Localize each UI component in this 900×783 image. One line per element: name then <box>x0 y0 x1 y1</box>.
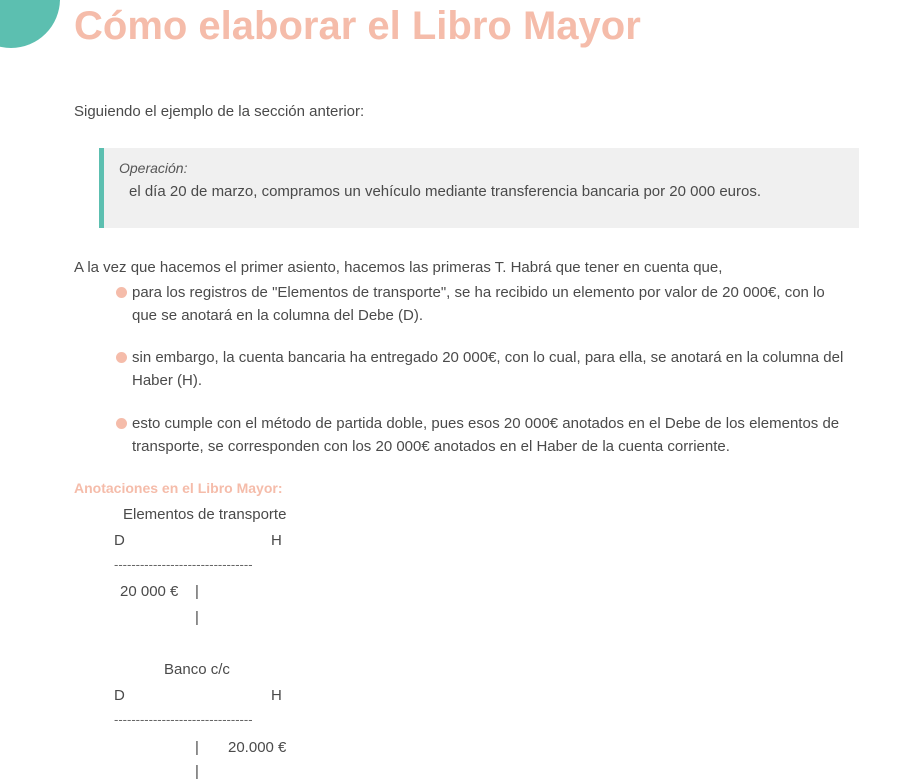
ledger-section-title: Anotaciones en el Libro Mayor: <box>74 480 283 496</box>
list-item-line: transporte, se corresponden con los 20 000€ anotados en el Haber de la cuenta corriente. <box>132 438 730 455</box>
debit-value: 20 000 € <box>120 583 179 600</box>
credit-label: H <box>271 532 282 549</box>
credit-label: H <box>271 687 282 704</box>
lead-paragraph: A la vez que hacemos el primer asiento, hacemos las primeras T. Habrá que tener en cuenta que, <box>74 259 723 276</box>
page-title: Cómo elaborar el Libro Mayor <box>74 4 641 48</box>
list-item-line: sin embargo, la cuenta bancaria ha entregado 20 000€, con lo cual, para ella, se anotará en la columna del <box>132 349 844 366</box>
list-item-line: para los registros de "Elementos de transporte", se ha recibido un elemento por valor de 20 000€, con lo <box>132 284 825 301</box>
list-item-line: esto cumple con el método de partida doble, pues esos 20 000€ anotados en el Debe de los elementos de <box>132 415 840 432</box>
debit-label: D <box>114 687 125 704</box>
list-item <box>116 346 858 392</box>
t-separator: | <box>195 763 199 780</box>
bullet-dot-icon <box>116 287 127 298</box>
list-item-line: Haber (H). <box>132 372 203 389</box>
bullet-dot-icon <box>116 418 127 429</box>
account-rule: -------------------------------- <box>114 712 253 727</box>
intro-paragraph: Siguiendo el ejemplo de la sección anterior: <box>74 103 365 120</box>
account-name: Banco c/c <box>164 661 230 678</box>
operation-label: Operación: <box>119 160 188 176</box>
list-item-line: que se anotará en la columna del Debe (D). <box>132 307 424 324</box>
debit-label: D <box>114 532 125 549</box>
operation-text: el día 20 de marzo, compramos un vehículo mediante transferencia bancaria por 20 000 euros. <box>129 183 762 200</box>
credit-value: 20.000 € <box>228 739 287 756</box>
bullet-dot-icon <box>116 352 127 363</box>
list-item <box>116 412 858 458</box>
list-item <box>116 281 858 327</box>
t-separator: | <box>195 583 199 600</box>
section-number-badge <box>0 0 60 48</box>
operation-quote-box <box>99 148 859 228</box>
t-separator: | <box>195 609 199 626</box>
account-name: Elementos de transporte <box>123 506 287 523</box>
t-separator: | <box>195 739 199 756</box>
account-rule: -------------------------------- <box>114 557 253 572</box>
